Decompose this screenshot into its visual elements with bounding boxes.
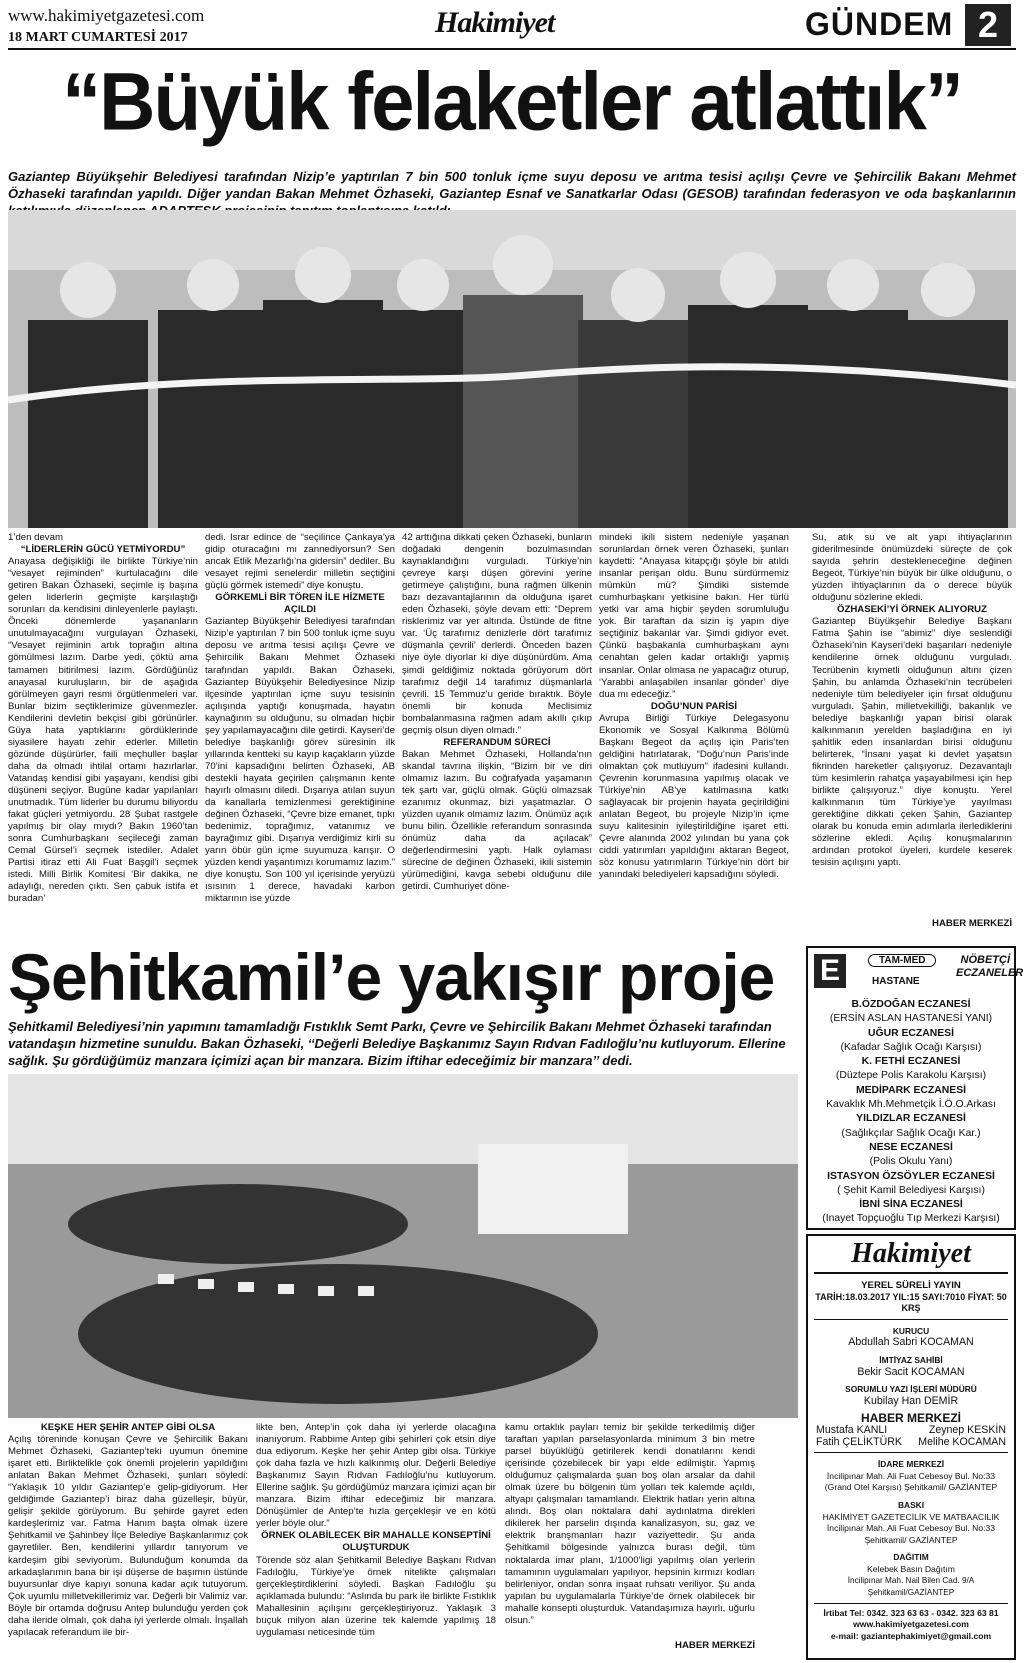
contact-phone: İrtibat Tel: 0342. 323 63 63 - 0342. 323 63 81 bbox=[823, 1607, 999, 1618]
owner-name: Bekir Sacit KOCAMAN bbox=[857, 1365, 965, 1378]
pharmacy-address: (Sağlıkçılar Sağlık Ocağı Kar.) bbox=[841, 1127, 981, 1139]
print-company: HAKİMİYET GAZETECİLİK VE MATBAACILIK bbox=[822, 1511, 1000, 1522]
editor-label: SORUMLU YAZI İŞLERİ MÜDÜRÜ bbox=[845, 1384, 977, 1395]
pharmacy-address: (Düztepe Polis Karakolu Karşısı) bbox=[835, 1070, 987, 1082]
subheading: DOĞU’NUN PARİSİ bbox=[650, 700, 738, 712]
pharmacy-e-badge: E bbox=[814, 954, 846, 988]
email-link[interactable]: e-mail: gaziantephakimiyet@gmail.com bbox=[830, 1630, 992, 1641]
imprint-box bbox=[806, 1234, 1016, 1660]
article1-byline: HABER MERKEZİ bbox=[932, 918, 1012, 929]
pharmacy-name: İBNİ SİNA ECZANESİ bbox=[859, 1199, 963, 1211]
distribution-address: İncilipınar Mah. Nail Bilen Cad. 9/A Şehitkamil/GAZİANTEP bbox=[847, 1576, 975, 1598]
publication-type: YEREL SÜRELİ YAYIN bbox=[861, 1280, 961, 1291]
staff-row-2 bbox=[808, 1437, 1014, 1449]
imprint-logo: Hakimiyet bbox=[814, 1236, 1008, 1274]
pharmacy-name: YILDIZLAR ECZANESİ bbox=[856, 1113, 966, 1125]
paragraph: mindeki ikili sistem nedeniyle yaşanan sorunlardan örnek veren Özhaseki, şunları kaydetti: “Anayasa kitapçığı şöyle bir atıldı insanlar perişan oldu. Bunu sürdürmemiz mümkün mü? Şimdiki sistemde cumhurbaşkanı yetkisine bakın. Her türlü yetki var ama hiçbir şeyden sorumluluğu yok. Bir taraftan da sizin iş yapın diye seçtiğiniz bakanlar var. Şimdi gidiyor evet. Çünkü başbakanla cumhurbaşkanı aynı cenahtan gelen kadar ortaklığı yapmış insanlar. Onlar olmasa ne yapacağız oturup, ‘Yarabbi anlaşabilen insanlar gönder’ diye dua mı edeceğiz.” bbox=[599, 532, 789, 700]
distribution-company: Kelebek Basın Dağıtım bbox=[867, 1563, 955, 1574]
paragraph: Su, atık su ve alt yapı ihtiyaçlarının giderilmesinde önümüzdeki süreçte de çok sayıda şehrin destekleneceğine değinen Begeot, Türkiye’nin büyük bir ülke olduğunu, o yüzden ihtiyaçlarının da o derece büyük olduğunu sözlerine ekledi. bbox=[812, 532, 1012, 604]
website-link[interactable]: www.hakimiyetgazetesi.com bbox=[853, 1619, 969, 1630]
print-label: BASKI bbox=[897, 1499, 925, 1510]
header-rule bbox=[8, 48, 1016, 50]
headline-second: Şehitkamil’e yakışır proje bbox=[8, 940, 775, 1014]
article2-byline: HABER MERKEZİ bbox=[675, 1640, 755, 1651]
pharmacy-address: (Kafadar Sağlık Ocağı Karşısı) bbox=[840, 1041, 982, 1053]
pharmacy-box bbox=[806, 946, 1024, 1230]
subheading: ÖZHASEKİ’Yİ ÖRNEK ALIYORUZ bbox=[837, 604, 987, 616]
headline-main: “Büyük felaketler atlattık” bbox=[62, 54, 962, 148]
paragraph: Avrupa Birliği Türkiye Delegasyonu Ekonomik ve Sosyal Kalkınma Bölümü Başkanı Begeot da açılış için Paris’ten geldiğini hatırlatarak, “Doğu’nun Paris’inde olmaktan çok mutluyum” ifadesini kullandı. Çevrenin korunmasına yapılmış olacak ve Türkiye’nin AB’ye katılmasına katkı sağlayacak bir projenin hayata geçirildiğini anlatan Begeot, bu projeyle Nizip’in içme suyu kalitesinin iyileştirildiğine işaret etti. Çevre alanında 2002 yılından bu yana çok ciddi yatırımları yapıldığını aktaran Begeot, söz konusu yatırımların Türkiye’nin dört bir yanındaki belediyeleri kapsadığını söyledi. bbox=[599, 712, 789, 881]
pharmacy-list bbox=[808, 998, 1014, 1227]
staff-name: Fatih ÇELİKTÜRK bbox=[816, 1435, 902, 1448]
admin-address-1: İncilipınar Mah. Ali Fuat Cebesoy Bul. No:33 bbox=[826, 1470, 996, 1481]
admin-label: İDARE MERKEZİ bbox=[877, 1459, 945, 1470]
paragraph: Gaziantep Büyükşehir Belediyesi tarafından Nizip’e yaptırılan 7 bin 500 tonluk içme suyu deposu ve arıtma tesisi açılışı Çevre ve Şehircilik Bakanı Mehmet Özhaseki tarafından yapıldı. Bakan Özhaseki, Gaziantep Büyükşehir Belediyesince Nizip ilçesinde yaptırılan içme suyu tesisinin açılışında yaptığı konuşmada, hayatın kaynağının su olduğunu, su olmadan hiçbir şey yapılamayacağını dile getirdi. Kayseri’de belediye başkanlığı görev süresinin ilk yıllarında kentteki su kayıp kaçakların yüzde 70’ini kapsadığını belirten Özhaseki, AB destekli hayata geçirilen çalışmanın kente hayırlı olmasını diledi. Dışarıya atılan suyun da kanallarla temizlenmesi gerektiğinine değinen Özhaseki, “Çevre bize emanet, tıpkı bedenimiz, toprağımız, vatanımız ve bayrağımız gibi. Dışarıya verdiğimiz kirli su yarın öbür gün içme suyumuza karışır. O yüzden kendi yaşantımızı korumamız lazım.” diye konuştu. Son 100 yıl içerisinde yeryüzü ısısının 1 derece, havadaki karbon miktarının ise yüzde bbox=[205, 616, 395, 905]
divider bbox=[814, 1603, 1008, 1604]
issue-meta: TARİH:18.03.2017 YIL:15 SAYI:7010 FİYAT: 50 KRŞ bbox=[815, 1291, 1007, 1314]
pharmacy-address: ( Şehit Kamil Belediyesi Karşısı) bbox=[837, 1184, 985, 1196]
pharmacy-name: NESE ECZANESİ bbox=[869, 1141, 953, 1153]
subheading: REFERANDUM SÜRECİ bbox=[443, 736, 551, 748]
article1-col-4 bbox=[599, 532, 789, 916]
pharmacy-name: B.ÖZDOĞAN ECZANESİ bbox=[851, 999, 971, 1010]
paragraph: kamu ortaklık payları temiz bir şekilde terkedilmiş diğer taraftan yapılan parselasyonlarda minimum 3 bin metre parsel büyüklüğü getirilerek kendi donatılarını kendi içerisinde çözebilecek bir yapı elde edilmiştir. Yapmış olduğumuz çalışmalarda şuan boş olan arsalar da dahil olmak üzere bu bölgenin tüm yolları tek kalemde açıldı, altyapı çalışmaları tamamlandı. Elektrik hatları yerin altına alındı. Boş olan noktalara dahi aydınlatma direkleri dikilerek her parselin dışında kanalizasyon, su, gaz ve elektrik branşmanları hazır vaziyettedir. Şu anda Şehitkamil bölgesinde yalnızca burası değil, tüm noktalarda imar planı, 1/1000’ligi yapılmış olan yerlerin tamamının uygulamaları yapılıyor, hepsinin kırmızı kodları belirleniyor, ondan sonra inşaat ruhsatı veriliyor. Şu anda yapılan bu uygulamalarla Türkiye’de örnek olabilecek bir mahalle konsepti oluşturduk. Vatandaşımıza hayırlı, uğurlu olsun.” bbox=[505, 1422, 755, 1626]
site-url[interactable]: www.hakimiyetgazetesi.com bbox=[8, 6, 205, 25]
pharmacy-address: (Inayet Topçuoğlu Tıp Merkezi Karşısı) bbox=[822, 1213, 1000, 1225]
article1-col-2 bbox=[205, 532, 395, 916]
page-number: 2 bbox=[965, 4, 1011, 46]
staff-name: Mustafa KANLI bbox=[816, 1423, 888, 1436]
paragraph: 1’den devam bbox=[8, 532, 63, 543]
section-title: GÜNDEM bbox=[805, 6, 954, 42]
distribution-label: DAĞITIM bbox=[893, 1552, 929, 1563]
paragraph: Gaziantep Büyükşehir Belediye Başkanı Fatma Şahin ise “abimiz” diye seslendiği Özhaseki’nin Kayseri’deki başarıları nedeniyle kendilerine örnek olduğunu vurguladı. Tecrübenin kıymetli olduğunun altını çizen Şahin, bu anlamda Özhaseki’nin tecrübeleri nedeniyle tüm belediyeler için fırsat olduğunu vurguladı. Şahin, milletvekilliği, bakanlık ve belediye başkanlığı yapan birisi olarak kalkınmanın yerelden başladığına en iyi şahitlik eden insanlardan birisi olduğunu belirterek, “İnsanı yaşat ki devlet yaşatsın fikrinden hareketler çalışıyoruz. Dezavantajlı tüm kesimlerin rahatça yaşayabilmesi için hep birlikte çalışıyoruz.” diye konuştu. Yerel kalkınmanın tüm Türkiye’ye yayılması gerektiğine dikkati çeken Şahin, Gaziantep olarak bu konuda emin adımlarla ilerlediklerini sözlerine ekledi. Açılış konuşmalarının ardından protokol üyeleri, kurdele keserek tesisin açılışını yaptı. bbox=[812, 616, 1012, 869]
tam-med-label: TAM-MED bbox=[868, 954, 936, 967]
staff-name: Zeynep KESKİN bbox=[928, 1423, 1006, 1436]
owner-label: İMTİYAZ SAHİBİ bbox=[879, 1354, 943, 1365]
pharmacy-name: ISTASYON ÖZSÖYLER ECZANESİ bbox=[827, 1170, 995, 1182]
paragraph: Anayasa değişikliği ile birlikte Türkiye’nin “vesayet rejiminden” kurtulacağını dile getiren Bakan Özhaseki, seçimle iş başına gelen liderlerin geçmişte karşılaştığı sorunları da kendisini dinleyenlerle paylaştı. Önceki dönemlerde yaşananların unutulmayacağını vurgulayan Özhaseki, “Vesayet rejiminin artık toprağın altına gömülmesi lazım. Darbe yedi, çöktü ama tamamen bitirilmesi lazım. Gördüğünüz anayasal kuruluşların, bir de aşağıda görülmeyen gayri resmi örgütlenmeleri var. Bunlar bizim seçtiklerimize güvenmezler. Kendilerini devletin bekçisi gibi görünürler. Güya hata yaptıklarını gördüklerinde siyasilere hayatı zehir ederler. Milletin gözünde düşürürler, faili meçhuller başlar daha da olmadı ihtilal ortamı hazırlarlar. Vatandaş kendisi gibi yaşayanı, kendisi gibi düşüneni seçiyor. Bugüne kadar yapılanları unutmadık. Tüm liderler bu durumu biliyordu fakat güçleri yetmiyordu. 28 Şubat rastgele yapılmış bir olay mıydı? Bakın 1960’tan sonra Cumhurbaşkanı seçileceği zaman Cemal Gürsel’i seçmek istediler. Adalet Partisi itiraz etti Ali Fuat Başgil’i seçmek istedi. Milli Birlik Komitesi ‘Bir dakika, ne adaylığı, nereden çıktı. Sen çabuk istifa et buradan’ bbox=[8, 556, 198, 905]
print-address-1: İncilipınar Mah. Ali Fuat Cebesoy Bul. No:33 bbox=[826, 1523, 996, 1534]
pharmacy-address: Kavaklık Mh.Mehmetçik İ.Ö.O.Arkası bbox=[826, 1099, 996, 1111]
issue-date: 18 MART CUMARTESİ 2017 bbox=[8, 30, 188, 45]
founder-name: Abdullah Sabri KOCAMAN bbox=[848, 1336, 974, 1349]
article2-col-1 bbox=[8, 1422, 248, 1652]
pharmacy-name: K. FETHİ ECZANESİ bbox=[861, 1056, 961, 1068]
paragraph: dedi. Israr edince de “seçilince Çankaya’ya gidip oturacağını mı zannediyorsun? Sen ancak Etlik Mezarlığı’na gidersin” dediler. Bu vesayet rejimi senelerdir milletin seçtiğini güçlü görmek istemedi” diye konuştu. bbox=[205, 532, 395, 592]
lead-second: Şehitkamil Belediyesi’nin yapımını tamamladığı Fıstıklık Semt Parkı, Çevre ve Şehircilik Bakanı Mehmet Özhaseki tarafından vatandaşın hizmetine sunuldu. Bakan Özhaseki, ‘‘Değerli Belediye Başkanımız Sayın Rıdvan Fadıloğlu’nu kutluyorum. Ellerine sağlık. Şu gördüğümüz manzara içimizi açan bir manzara. Bizim iftihar edeceğimiz bir manzara’’ dedi. bbox=[8, 1019, 786, 1068]
hastane-label: HASTANE bbox=[872, 976, 920, 987]
pharmacy-title: NÖBETÇİ ECZANELER bbox=[956, 954, 1024, 979]
subheading: “LİDERLERİN GÜCÜ YETMİYORDU” bbox=[20, 544, 186, 556]
founder-label: KURUCU bbox=[892, 1325, 930, 1336]
ribbon-cutting-photo bbox=[8, 210, 1016, 528]
paragraph: 42 arttığına dikkati çeken Özhaseki, bunların doğadaki dengenin bozulmasından kaynaklandığını vurguladı. Türkiye’nin çevreye karşı düşen görevini yerine getirmeye çalıştığını, buna rağmen ülkenin bazı dezavantajlarının da olduğuna işaret eden Özhaseki, şöyle devam etti: “Deprem risklerimiz var yer altında. Üstünde de fitne var. ‘Üç tarafımız denizlerle dört tarafımız düşmanla çevrili’ derlerdi. Önceden bazen niye öyle diyorlar ki diye düşünürdüm. Ama şimdi geldiğimiz noktada görüyorum dört tarafımız değil 14 tarafımız düşmanlarla çevrili. 15 Temmuz’u geride bıraktık. Böyle önemli bir konuda Meclisimiz bombalanmasına rağmen adam akıllı çıkıp geçmiş olsun diyen olmadı.” bbox=[402, 532, 592, 736]
subheading: ÖRNEK OLABİLECEK BİR MAHALLE KONSEPTİNİ OLUŞTURDUK bbox=[261, 1530, 491, 1554]
print-address-2: Şehitkamil/ GAZİANTEP bbox=[864, 1534, 958, 1545]
admin-address-2: (Grand Otel Karşısı) Şehitkamil/ GAZİANTEP bbox=[824, 1482, 998, 1493]
masthead-logo: Hakimiyet bbox=[435, 6, 555, 39]
article1-col-1 bbox=[8, 532, 198, 916]
staff-row-1 bbox=[808, 1425, 1014, 1437]
article2-col-3 bbox=[505, 1422, 755, 1638]
paragraph: Törende söz alan Şehitkamil Belediye Başkanı Rıdvan Fadıloğlu, Türkiye’ye örnek nitelikte çalışmaları gerçekleştirdiklerini söyledi. Başkan Fadıloğlu şu açıklamada bulundu: “Aslında bu park ile birlikte Fıstıklık Mahallesinin açılışını gerçekleştiriyoruz. Yaklaşık 3 buçuk milyon alan üzerine tek kalemde yapılmış 18 uygulaması neticesinde tüm bbox=[256, 1554, 496, 1638]
pharmacy-address: (ERSİN ASLAN HASTANESİ YANI) bbox=[829, 1013, 993, 1025]
subheading: GÖRKEMLİ BİR TÖREN İLE HİZMETE AÇILDI bbox=[215, 592, 385, 616]
lead-main: Gaziantep Büyükşehir Belediyesi tarafından Nizip’e yaptırılan 7 bin 500 tonluk içme suyu deposu ve arıtma tesisi açılışı Çevre ve Şehircilik Bakanı Mehmet Özhaseki tarafından yapıldı. Diğer yandan Bakan Mehmet Özhaseki, Gaziantep Esnaf ve Sanatkarlar Odası (GESOB) tarafından federasyon ve oda başkanlarının bbox=[8, 169, 1016, 201]
article1-col-3 bbox=[402, 532, 592, 916]
pharmacy-name: UĞUR ECZANESİ bbox=[867, 1027, 955, 1039]
paragraph: likte ben, Antep’in çok daha iyi yerlerde olacağına inanıyorum. Rabbime Antep gibi şehirleri çok etsin diye dua ediyorum. Keşke her şehir Antep gibi olsa. Türkiye çok daha fazla ve hızlı kalkınmış olur. Değerli Belediye Başkanımız Sayın Rıdvan Fadıloğlu’nu kutluyorum. Ellerine sağlık. Şu gördüğümüz manzara içimizi açan bir manzara. Bizim iftihar edeceğimiz bir manzara. Dönüşümler de Antep’te hızla gerçekleşir ve en kötü yerler böyle olur.” bbox=[256, 1422, 496, 1530]
divider bbox=[814, 1452, 1008, 1453]
article1-col-5 bbox=[812, 532, 1012, 916]
pharmacy-name: MEDİPARK ECZANESİ bbox=[855, 1084, 967, 1096]
editor-name: Kubilay Han DEMİR bbox=[863, 1394, 959, 1407]
paragraph: Bakan Mehmet Özhaseki, Hollanda’nın skandal tavrına ilişkin, “Bizim bir ve diri olmamız lazım. Bu coğrafyada yaşamanın tek şartı var, güçlü olmak. Güçlü olmazsak ezanımız okunmaz, bizi yaşatmazlar. O yüzden uyanık olmamız lazım. Önümüz açık bunu bilin. Özellikle referandum sonrasında önümüz daha da açılacak” değerlendirmesini yaptı. Halk oylaması sürecine de değinen Özhaseki, ikili sistemin yürümediğini, kavga sebebi olduğunu dile getirdi. Cumhuriyet döne- bbox=[402, 748, 592, 893]
divider bbox=[814, 1319, 1008, 1320]
article2-col-2 bbox=[256, 1422, 496, 1652]
paragraph: Açılış töreninde konuşan Çevre ve Şehircilik Bakanı Mehmet Özhaseki, Gaziantep’teki uyumun önemine işaret etti. Birliktelikle çok önemli projelerin yapıldığını anlatan Bakan Mehmet Özhaseki, şunları söyledi: “Yaklaşık 10 yıldır Gaziantep’e gelip-gidiyorum. Her geldiğimde Gaziantep’i biraz daha güzelleşir, büyür, gelişir şekilde görüyorum. Bu şehirde gayret eden kardeşlerimiz var. Fatma Hanım başta olmak üzere Şehitkamil ve Şahinbey İlçe Belediye Başkanlarımız çok gayretliler. Ben, kendilerini yıllardır tanıyorum ve kardeşim gibi seviyorum. Bulunduğum konumda da arkadaşlarımın bana bir işi düşerse de başımın üstünde buyursunlar diye kapıyı sonuna kadar açık tutuyorum. Çok uyumlu milletvekillerimiz var. Değerli bir Valimiz var. Böyle bir ortamda doğrusu Antep bulunduğu yerden çok daha ileride olmalı, çok daha iyi yerlerde olmalı. İnşallah yapılacak referandum ile bir- bbox=[8, 1434, 248, 1638]
park-opening-photo bbox=[8, 1074, 798, 1418]
pharmacy-address: (Polis Okulu Yanı) bbox=[869, 1156, 953, 1168]
staff-name: Melihe KOCAMAN bbox=[918, 1435, 1006, 1448]
newsroom-label: HABER MERKEZİ bbox=[860, 1411, 961, 1426]
subheading: KEŞKE HER ŞEHİR ANTEP GİBİ OLSA bbox=[40, 1422, 216, 1433]
